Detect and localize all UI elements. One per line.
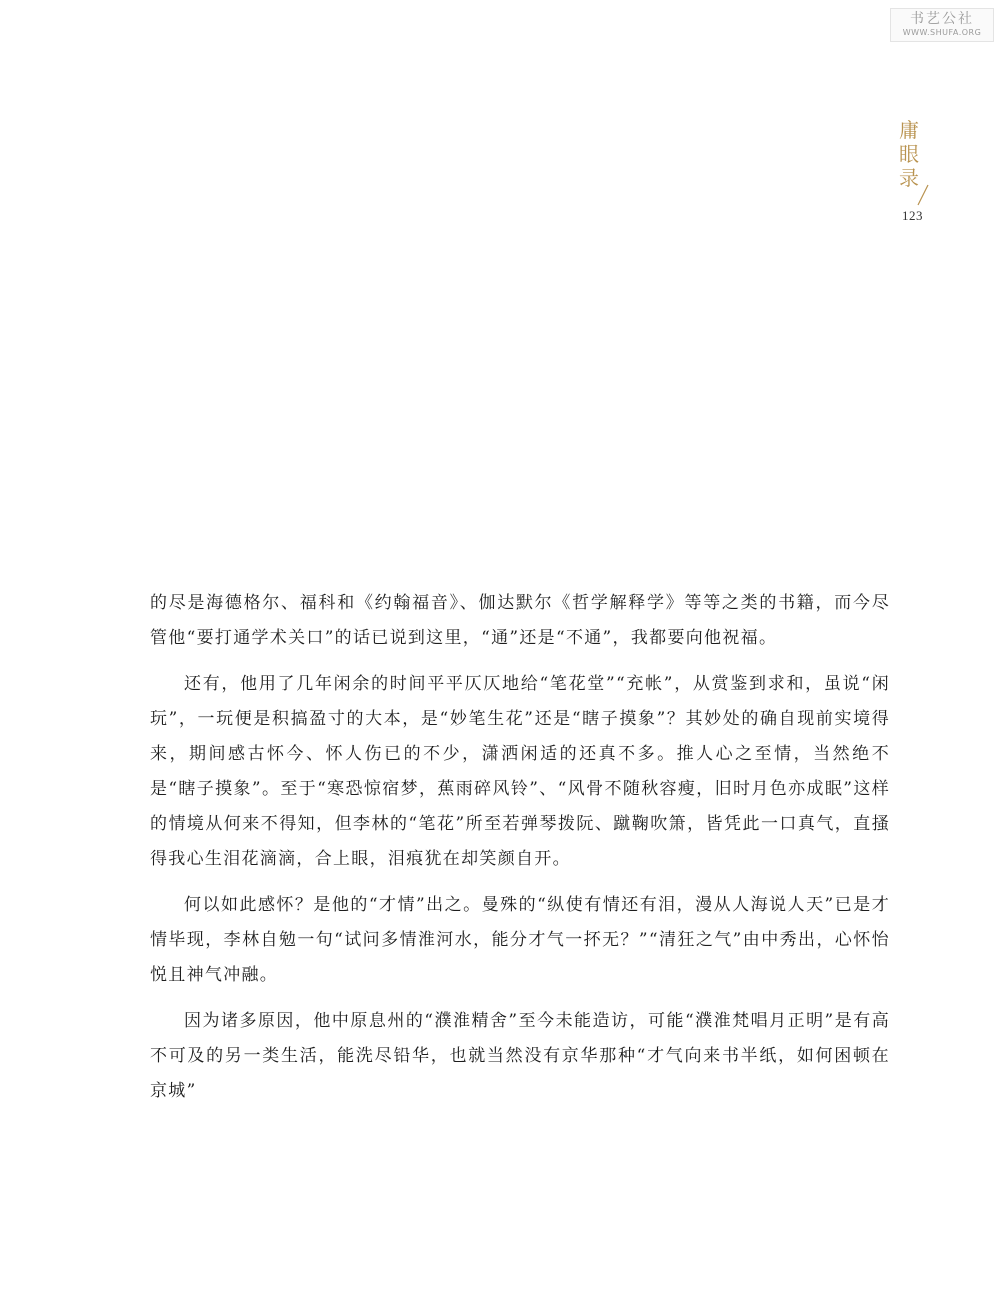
watermark-logo [890, 8, 994, 42]
paragraph: 的尽是海德格尔、福科和《约翰福音》、伽达默尔《哲学解释学》等等之类的书籍，而今尽管他“要打通学术关口”的话已说到这里，“通”还是“不通”，我都要向他祝福。 [150, 593, 890, 648]
paragraph: 何以如此感怀？是他的“才情”出之。曼殊的“纵使有情还有泪，漫从人海说人天”已是才情毕现，李林自勉一句“试问多情淮河水，能分才气一抔无？”“清狂之气”由中秀出，心怀怡悦且神气冲融。 [150, 895, 890, 985]
running-header [898, 118, 930, 223]
watermark-brand: 书艺公社 [910, 11, 974, 27]
paragraph: 因为诸多原因，他中原息州的“濮淮精舍”至今未能造访，可能“濮淮梵唱月正明”是有高不可及的另一类生活，能洗尽铅华，也就当然没有京华那种“才气向来书半纸，如何困顿在京城” [150, 1011, 890, 1101]
page-number: 123 [902, 208, 923, 223]
divider-slash-icon [916, 184, 930, 206]
body-text [150, 586, 890, 1120]
watermark-url: WWW.SHUFA.ORG [902, 28, 982, 37]
paragraph: 还有，他用了几年闲余的时间平平仄仄地给“笔花堂”“充帐”，从赏鉴到求和，虽说“闲玩”，一玩便是积搞盈寸的大本，是“妙笔生花”还是“瞎子摸象”？其妙处的确自现前实境得来，期间感古怀今、怀人伤已的不少，潇洒闲适的还真不多。推人心之至情，当然绝不是“瞎子摸象”。至于“寒恐惊宿梦，蕉雨碎风铃”、“风骨不随秋容瘦，旧时月色亦成眠”这样的情境从何来不得知，但李林的“笔花”所至若弹琴拨阮、蹴鞠吹箫，皆凭此一口真气，直搔得我心生泪花滴滴，合上眼，泪痕犹在却笑颜自开。 [150, 674, 890, 869]
book-title: 庸眼录 [899, 118, 919, 190]
